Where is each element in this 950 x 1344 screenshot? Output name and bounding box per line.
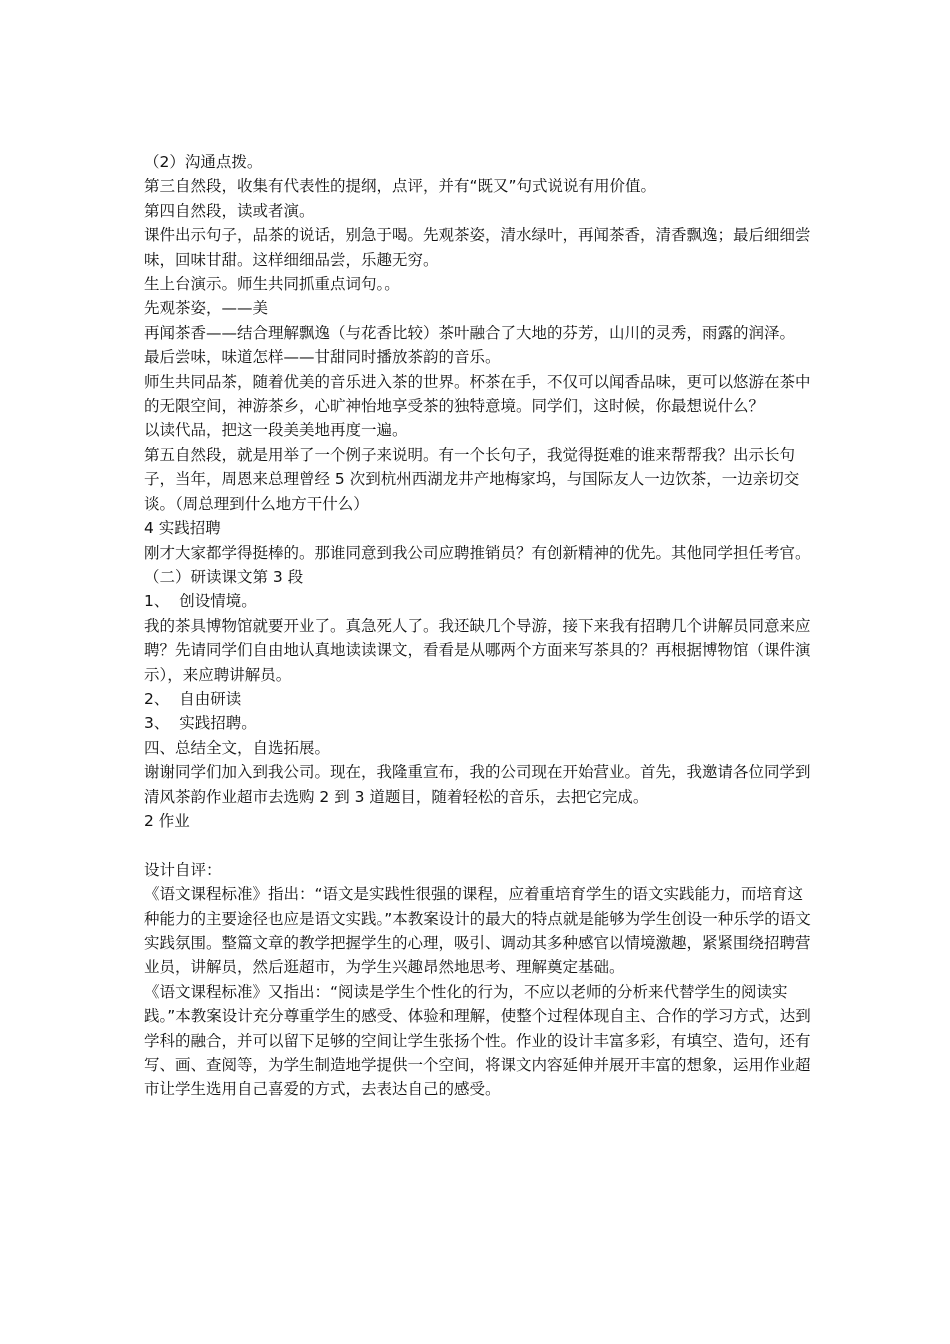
- paragraph-fifth-section: 第五自然段，就是用举了一个例子来说明。有一个长句子，我觉得挺难的谁来帮帮我？出示长句子，当年，周恩来总理曾经 5 次到杭州西湖龙井产地梅家坞，与国际友人一边饮茶，一边亲切交谈。（周总理到什么地方干什么）: [144, 445, 800, 513]
- paragraph-standard-practice: 《语文课程标准》指出：“语文是实践性很强的课程，应着重培育学生的语文实践能力，而培育这种能力的主要途径也应是语文实践。”本教案设计的最大的特点就是能够为学生创设一种乐学的语文实践氛围。整篇文章的教学把握学生的心理，吸引、调动其多种感官以情境激趣，紧紧围绕招聘营业员，讲解员，然后逛超市，为学生兴趣昂然地思考、理解奠定基础。: [144, 885, 811, 977]
- list-item-free-study: 2、 自由研读: [144, 689, 242, 708]
- heading-summary: 四、总结全文，自选拓展。: [144, 738, 331, 757]
- paragraph-fourth-section: 第四自然段，读或者演。: [144, 201, 315, 220]
- blank-line: [144, 833, 816, 857]
- paragraph-student-demo: 生上台演示。师生共同抓重点词句。。: [144, 275, 400, 294]
- paragraph-courseware-sentence: 课件出示句子，品茶的说话，别急于喝。先观茶姿，清水绿叶，再闻茶香，清香飘逸；最后细细尝味，回味甘甜。这样细细品尝，乐趣无穷。: [144, 226, 811, 269]
- paragraph-read-aloud: 以读代品，把这一段美美地再度一遍。: [144, 421, 408, 440]
- paragraph-communication-guidance: （2）沟通点拨。: [144, 153, 263, 171]
- list-item-create-scene: 1、 创设情境。: [144, 592, 257, 611]
- list-item-practice-recruit: 3、 实践招聘。: [144, 714, 257, 733]
- paragraph-tea-tasting: 师生共同品茶，随着优美的音乐进入茶的世界。杯茶在手，不仅可以闻香品味，更可以悠游在茶中的无限空间，神游茶乡，心旷神怡地享受茶的独特意境。同学们，这时候，你最想说什么？: [144, 372, 811, 416]
- document-body: [144, 150, 816, 1102]
- paragraph-tea-taste: 最后尝味，味道怎样——甘甜同时播放茶韵的音乐。: [144, 348, 501, 367]
- paragraph-third-section: 第三自然段，收集有代表性的提纲，点评，并有“既又”句式说说有用价值。: [144, 177, 657, 196]
- heading-homework: 2 作业: [144, 811, 190, 830]
- paragraph-recruit-salesperson: 刚才大家都学得挺棒的。那谁同意到我公司应聘推销员？有创新精神的优先。其他同学担任考官。: [144, 543, 811, 562]
- paragraph-homework-supermarket: 谢谢同学们加入到我公司。现在，我隆重宣布，我的公司现在开始营业。首先，我邀请各位同学到清风茶韵作业超市去选购 2 到 3 道题目，随着轻松的音乐，去把它完成。: [144, 763, 811, 806]
- paragraph-standard-reading: 《语文课程标准》又指出：“阅读是学生个性化的行为，不应以老师的分析来代替学生的阅读实践。”本教案设计充分尊重学生的感受、体验和理解，使整个过程体现自主、合作的学习方式，达到学科的融合，并可以留下足够的空间让学生张扬个性。作业的设计丰富多彩，有填空、造句，还有写、画、查阅等，为学生制造地学提供一个空间，将课文内容延伸并展开丰富的想象，运用作业超市让学生选用自己喜爱的方式，去表达自己的感受。: [144, 982, 811, 1099]
- heading-practice-recruit: 4 实践招聘: [144, 519, 221, 538]
- paragraph-tea-museum: 我的茶具博物馆就要开业了。真急死人了。我还缺几个导游，接下来我有招聘几个讲解员同意来应聘？先请同学们自由地认真地读读课文，看看是从哪两个方面来写茶具的？再根据博物馆（课件演示），来应聘讲解员。: [144, 616, 811, 684]
- paragraph-tea-aroma: 再闻茶香——结合理解飘逸（与花香比较）茶叶融合了大地的芬芳，山川的灵秀，雨露的润泽。: [144, 323, 796, 342]
- heading-design-self-review: 设计自评：: [144, 860, 222, 879]
- heading-study-section-3: （二）研读课文第 3 段: [144, 567, 304, 586]
- paragraph-tea-appearance: 先观茶姿，——美: [144, 299, 269, 318]
